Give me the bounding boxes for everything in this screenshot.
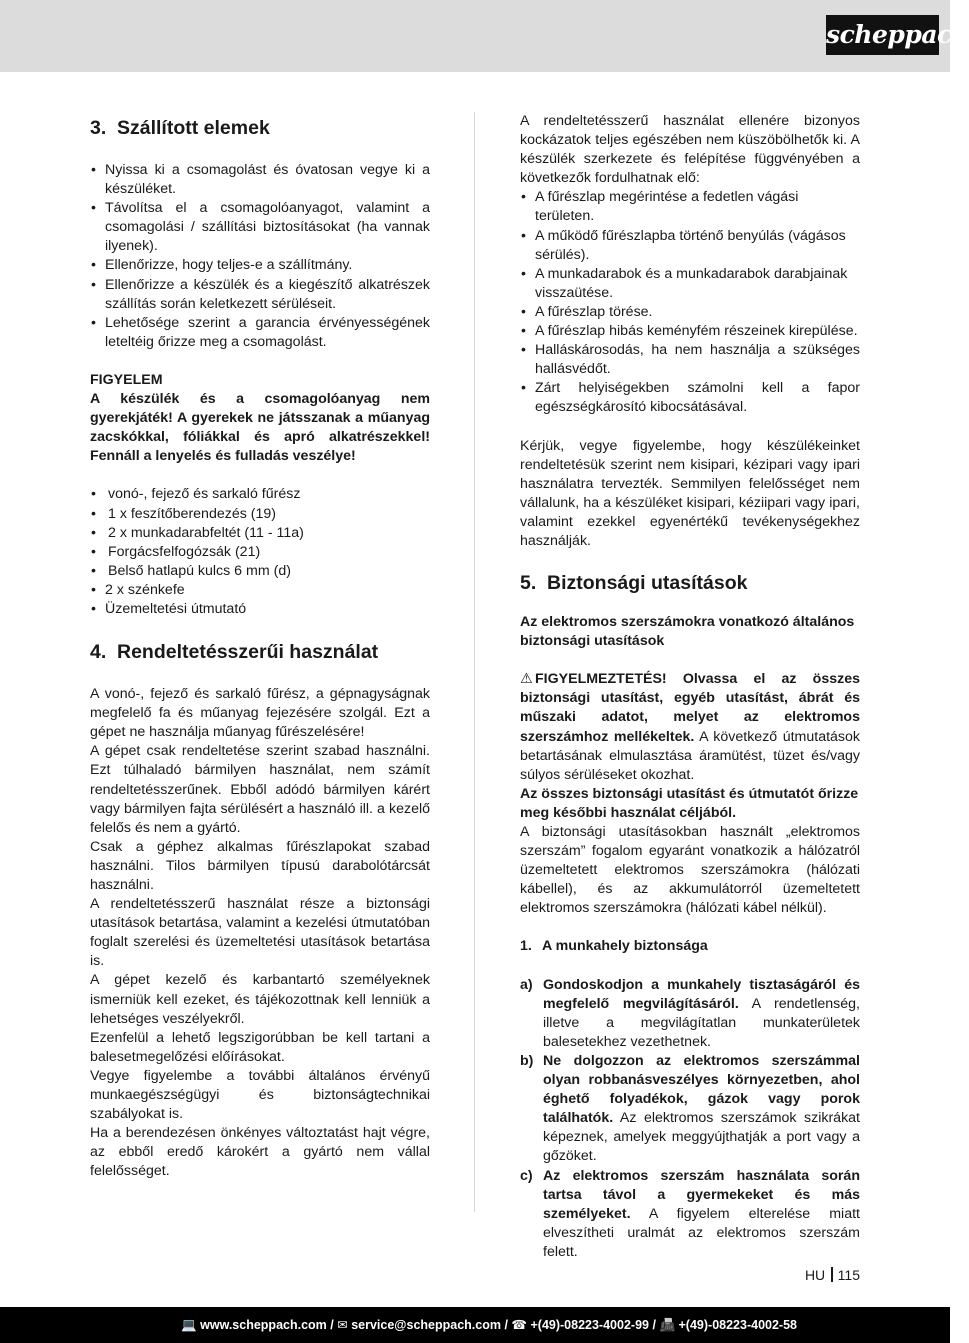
header-bar <box>0 0 969 72</box>
section-3-heading: 3. Szállított elemek <box>90 117 270 139</box>
residual-risk-list <box>520 188 860 417</box>
computer-icon: 💻 <box>181 1318 197 1332</box>
safety-subtitle: Az elektromos szerszámokra vonatkozó általános biztonsági utasítások <box>520 614 855 650</box>
safety-item: a) Gondoskodjon a munkahely tisztaságáról és megfelelő megvilágításáról. A rendetlenség, illetve a megvilágítatlan munkaterületek balesetekhez vezethetnek. <box>520 976 860 1050</box>
paragraph: Vegye figyelembe a további általános érvényű munkaegészségügyi és biztonságtechnikai szabályokat is. <box>90 1067 430 1123</box>
fax-number: +(49)-08223-4002-58 <box>678 1318 797 1332</box>
list-item: • Ellenőrizze a készülék és a kiegészítő alkatrészek szállítás során keletkezett sérüléseit. <box>90 276 430 314</box>
paragraph: Csak a géphez alkalmas fűrészlapokat szabad használni. Tilos bármilyen típusú darabolótárcsát használni. <box>90 838 430 893</box>
fax-icon: 📠 <box>659 1318 676 1332</box>
list-item: • 2 x munkadarabfeltét (11 - 11a) <box>90 524 430 543</box>
unpacking-list <box>90 161 430 352</box>
warning-paragraph: ⚠ FIGYELMEZTETÉS! Olvassa el az összes biztonsági utasítást, egyéb utasítást, ábrát és műszaki adatot, melyet az elektromos szerszámhoz mellékeltek. A következő útmutatások betartásának elmulasztása áramütést, tüzet és/vagy súlyos sérüléseket okozhat. <box>520 671 860 783</box>
safety-item: b) Ne dolgozzon az elektromos szerszámmal olyan robbanásveszélyes környezetben, ahol éghető folyadékok, gázok vagy porok találhatók. Az elektromos szerszámok szikrákat képeznek, amelyek meggyújthatják a port vagy a gőzöket. <box>520 1052 860 1165</box>
list-item: • Zárt helyiségekben számolni kell a fapor egészségkárosító kibocsátásával. <box>520 379 860 417</box>
term-definition: A biztonsági utasításokban használt „elektromos szerszám” fogalom egyaránt vonatkozik a hálózatról üzemeltetett elektromos szerszámokra (hálózati kábellel), és az akkumulátorról üzemeltetett elektromos szerszámokra (hálózati kábel nélkül). <box>520 824 860 917</box>
list-item: • A fűrészlap törése. <box>520 303 860 322</box>
website-link[interactable]: www.scheppach.com <box>200 1318 327 1332</box>
footer-bar: 💻 www.scheppach.com / ✉ service@scheppach.com / ☎ +(49)-08223-4002-99 / 📠 +(49)-08223-4002-58 <box>0 1307 950 1343</box>
subsection-heading: 1. A munkahely biztonsága <box>520 938 708 955</box>
section-5-heading: 5. Biztonsági utasítások <box>520 572 748 595</box>
left-column <box>90 112 430 1182</box>
residual-risk-intro: A rendeltetésszerű használat ellenére bizonyos kockázatok teljes egészében nem küszöbölhetők ki. A készülék szerkezete és felépítése függvényében a következők fordulhatnak elő: <box>520 113 860 187</box>
list-item: • Forgácsfelfogózsák (21) <box>90 543 430 562</box>
list-item: • Távolítsa el a csomagolóanyagot, valamint a csomagolási / szállítási biztosításokat (ha vannak ilyenek). <box>90 199 430 256</box>
list-item: • Üzemeltetési útmutató <box>90 600 430 619</box>
right-column <box>520 112 860 1262</box>
page-number: HU 115 <box>804 1267 860 1283</box>
safety-item: c) Az elektromos szerszám használata során tartsa távol a gyermekeket és más személyeket. A figyelem elterelése miatt elveszítheti uralmát az elektromos szerszám felett. <box>520 1167 860 1260</box>
email-link[interactable]: service@scheppach.com <box>351 1318 501 1332</box>
list-item: • 1 x feszítőberendezés (19) <box>90 505 430 524</box>
paragraph: Ezenfelül a lehető legszigorúbban be kell tartani a balesetmegelőzési előírásokat. <box>90 1029 430 1065</box>
paragraph: A vonó-, fejező és sarkaló fűrész, a gépnagyságnak megfelelő fa és műanyag fejezésére szolgál. Ezt a gépet ne használja műanyag fűrészelésére! <box>90 686 430 741</box>
phone-number: +(49)-08223-4002-99 <box>530 1318 649 1332</box>
list-item: • A munkadarabok és a munkadarabok darabjainak visszaütése. <box>520 265 860 303</box>
paragraph: A rendeltetésszerű használat része a biztonsági utasítások betartása, valamint a kezelési útmutatóban foglalt szerelési és üzemeltetési utasítások betartása is. <box>90 896 430 970</box>
list-item: • A fűrészlap hibás keményfém részeinek kirepülése. <box>520 322 860 341</box>
mail-icon: ✉ <box>337 1318 348 1332</box>
attention-label: FIGYELEM <box>90 371 163 388</box>
phone-icon: ☎ <box>511 1318 527 1332</box>
list-item: • 2 x szénkefe <box>90 581 430 600</box>
list-item: • A működő fűrészlapba történő benyúlás (vágásos sérülés). <box>520 227 860 265</box>
list-item: • Nyissa ki a csomagolást és óvatosan vegye ki a készüléket. <box>90 161 430 199</box>
list-item: • Halláskárosodás, ha nem használja a szükséges hallásvédőt. <box>520 341 860 379</box>
paragraph: A gépet csak rendeltetése szerint szabad használni. Ezt túlhaladó bármilyen használat, nem számít rendeltetésszerűnek. Ebből adódó bármilyen kárért vagy bármilyen fajta sérülésért a használó ill. a kezelő felelős és nem a gyártó. <box>90 743 430 836</box>
paragraph: A gépet kezelő és karbantartó személyeknek ismerniük kell ezeket, és tájékozottnak kell lenniük a lehetséges veszélyekről. <box>90 972 430 1027</box>
list-item: • vonó-, fejező és sarkaló fűrész <box>90 485 430 504</box>
usage-note: Kérjük, vegye figyelembe, hogy készülékeinket rendeltetésük szerint nem kisipari, kézipari vagy ipari használatra tervezték. Semmilyen felelősséget nem vállalunk, ha a készüléket kisipari, kéziipari vagy ipari, valamint ezekkel egyenértékű tevékenységekhez használják. <box>520 437 860 549</box>
list-item: • Lehetősége szerint a garancia érvényességének leteltéig őrizze meg a csomagolást. <box>90 314 430 352</box>
warning-icon: ⚠ <box>520 671 533 688</box>
column-divider <box>474 112 475 1212</box>
scheppach-logo: scheppach <box>826 15 939 55</box>
paragraph: Ha a berendezésen önkényes változtatást hajt végre, az ebből eredő károkért a gyártó nem vállal felelősséget. <box>90 1125 430 1180</box>
keep-instructions: Az összes biztonsági utasítást és útmutatót őrizze meg későbbi használat céljából. <box>520 785 859 821</box>
page-separator <box>831 1267 833 1282</box>
list-item: • A fűrészlap megérintése a fedetlen vágási területen. <box>520 188 860 226</box>
attention-text: A készülék és a csomagolóanyag nem gyerekjáték! A gyerekek ne játsszanak a műanyag zacskókkal, fóliákkal és apró alkatrészekkel! Fennáll a lenyelés és fulladás veszélye! <box>90 391 430 465</box>
list-item: • Ellenőrizze, hogy teljes-e a szállítmány. <box>90 256 430 275</box>
section-4-heading: 4. Rendeltetésszerűi használat <box>90 641 379 664</box>
list-item: • Belső hatlapú kulcs 6 mm (d) <box>90 562 430 581</box>
delivery-contents-list <box>90 485 430 619</box>
